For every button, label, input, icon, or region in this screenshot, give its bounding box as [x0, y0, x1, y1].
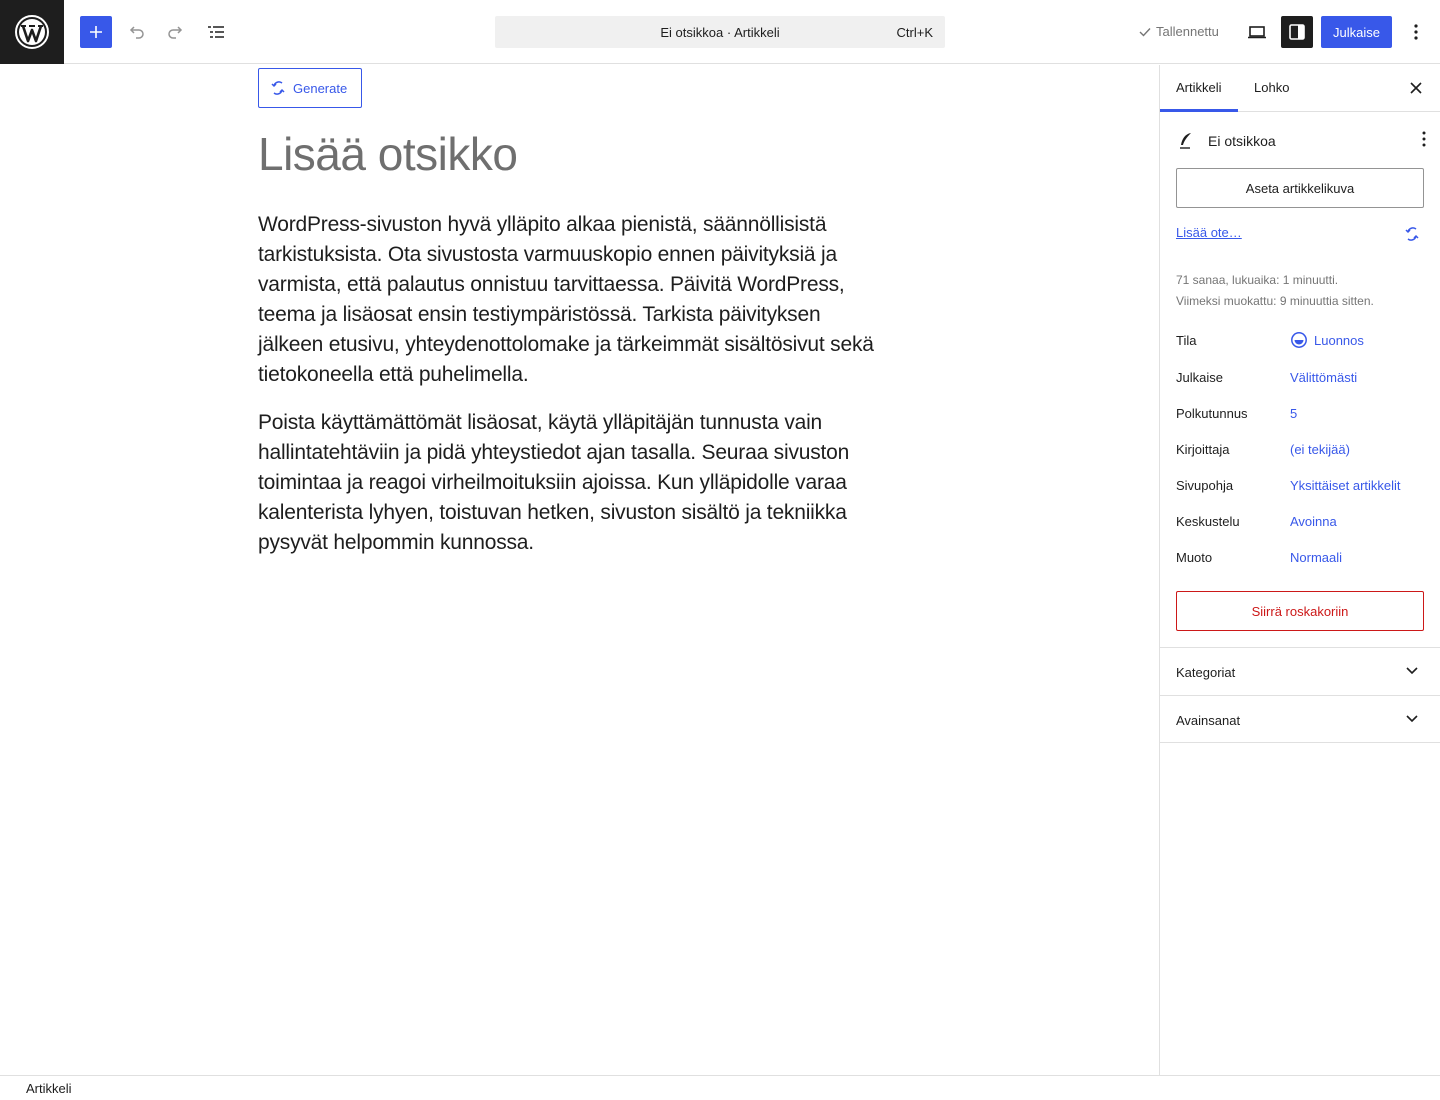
slug-button[interactable]: 5: [1290, 406, 1298, 421]
sidebar-toggle-icon: [1288, 23, 1306, 41]
status-value-button[interactable]: [1290, 331, 1364, 349]
panel-title: Avainsanat: [1176, 713, 1241, 728]
format-button[interactable]: Normaali: [1290, 550, 1343, 565]
post-meta-info: [1176, 270, 1374, 312]
property-status: [1176, 330, 1426, 350]
sidebar-tabs: [1160, 65, 1440, 112]
check-icon: [1138, 25, 1152, 39]
author-button[interactable]: (ei tekijää): [1290, 442, 1350, 457]
post-content: [258, 210, 888, 576]
undo-button[interactable]: [120, 16, 152, 48]
publish-date-button[interactable]: Välittömästi: [1290, 370, 1358, 385]
set-featured-image-button[interactable]: Aseta artikkelikuva: [1176, 168, 1424, 208]
ai-generate-icon: [269, 79, 287, 97]
property-author: [1176, 439, 1426, 459]
property-slug: [1176, 403, 1426, 423]
settings-sidebar-toggle[interactable]: [1281, 16, 1313, 48]
template-button[interactable]: Yksittäiset artikkelit: [1290, 478, 1401, 493]
property-label: Muoto: [1176, 550, 1213, 565]
saved-label: Tallennettu: [1156, 24, 1219, 39]
paragraph-block[interactable]: WordPress-sivuston hyvä ylläpito alkaa pienistä, säännöllisistä tarkistuksista. Ota sivustosta varmuuskopio ennen päivityksiä ja varmista, että palautus onnistuu tarvittaessa. Päivitä WordPress, teema ja lisäosat ensin testiympäristössä. Tarkista päivityksen jälkeen etusivu, yhteydenottolomake ja tärkeimmät sisältösivut sekä tietokoneella että puhelimella.: [258, 213, 874, 386]
ai-generate-icon: [1403, 225, 1421, 243]
status-draft-icon: [1290, 331, 1308, 349]
status-value: Luonnos: [1314, 332, 1364, 348]
panel-tags[interactable]: [1160, 695, 1440, 743]
paragraph-block[interactable]: Poista käyttämättömät lisäosat, käytä ylläpitäjän tunnusta vain hallintatehtäviin ja pidä yhteystiedot ajan tasalla. Seuraa sivuston toimintaa ja reagoi virheilmoituksiin ajoissa. Kun ylläpidolle varaa kalenterista lyhyen, toistuvan hetken, sivuston sisältö ja tekniikka pysyvät helpommin kunnossa.: [258, 411, 850, 554]
property-label: Keskustelu: [1176, 514, 1240, 529]
publish-button[interactable]: Julkaise: [1321, 16, 1392, 48]
panel-title: Kategoriat: [1176, 665, 1236, 680]
close-icon: [1410, 82, 1422, 94]
wordpress-logo-icon: [14, 14, 50, 50]
wordpress-logo-button[interactable]: [0, 0, 64, 64]
post-actions-button[interactable]: [1422, 131, 1426, 150]
post-title-input[interactable]: Lisää otsikko: [258, 128, 518, 180]
desktop-preview-icon: [1247, 22, 1267, 42]
options-menu-button[interactable]: [1400, 16, 1432, 48]
quill-icon: [1176, 131, 1196, 151]
settings-sidebar: [1159, 65, 1440, 1075]
keyboard-shortcut-hint: Ctrl+K: [896, 25, 933, 40]
command-palette-button[interactable]: [495, 16, 945, 48]
add-excerpt-link[interactable]: Lisää ote…: [1176, 225, 1242, 240]
generate-excerpt-button[interactable]: [1403, 225, 1421, 248]
property-template: [1176, 475, 1426, 495]
document-title: Ei otsikkoa · Artikkeli: [660, 25, 780, 40]
more-vertical-icon: [1414, 24, 1418, 40]
redo-icon: [166, 22, 186, 42]
chevron-down-icon: [1405, 711, 1419, 725]
tab-block[interactable]: Lohko: [1254, 80, 1290, 95]
property-label: Julkaise: [1176, 370, 1223, 385]
property-label: Tila: [1176, 333, 1197, 348]
more-vertical-icon: [1422, 131, 1426, 147]
generate-button[interactable]: [258, 68, 362, 108]
editor-canvas: [0, 65, 1159, 1075]
property-label: Sivupohja: [1176, 478, 1234, 493]
word-count: 71 sanaa, lukuaika: 1 minuutti.: [1176, 273, 1339, 287]
generate-label: Generate: [293, 80, 348, 96]
post-card: [1176, 129, 1426, 153]
discussion-button[interactable]: Avoinna: [1290, 514, 1337, 529]
redo-button[interactable]: [160, 16, 192, 48]
property-label: Kirjoittaja: [1176, 442, 1230, 457]
tab-post[interactable]: Artikkeli: [1176, 80, 1222, 95]
property-label: Polkutunnus: [1176, 406, 1248, 421]
saved-state: [1138, 24, 1219, 39]
last-modified: Viimeksi muokattu: 9 minuuttia sitten.: [1176, 294, 1374, 308]
close-sidebar-button[interactable]: [1406, 78, 1426, 98]
post-card-title: Ei otsikkoa: [1208, 133, 1276, 149]
property-discussion: [1176, 511, 1426, 531]
active-tab-indicator: [1160, 109, 1238, 112]
property-format: [1176, 547, 1426, 567]
property-publish: [1176, 367, 1426, 387]
editor-header: [0, 0, 1440, 64]
undo-icon: [126, 22, 146, 42]
move-to-trash-button[interactable]: Siirrä roskakoriin: [1176, 591, 1424, 631]
preview-button[interactable]: [1241, 16, 1273, 48]
document-overview-button[interactable]: [200, 16, 232, 48]
breadcrumb-item[interactable]: Artikkeli: [26, 1081, 72, 1096]
chevron-down-icon: [1405, 663, 1419, 677]
plus-icon: [88, 24, 104, 40]
panel-categories[interactable]: [1160, 647, 1440, 695]
document-overview-icon: [206, 22, 226, 42]
block-breadcrumb-bar: [0, 1075, 1440, 1100]
block-inserter-button[interactable]: [80, 16, 112, 48]
